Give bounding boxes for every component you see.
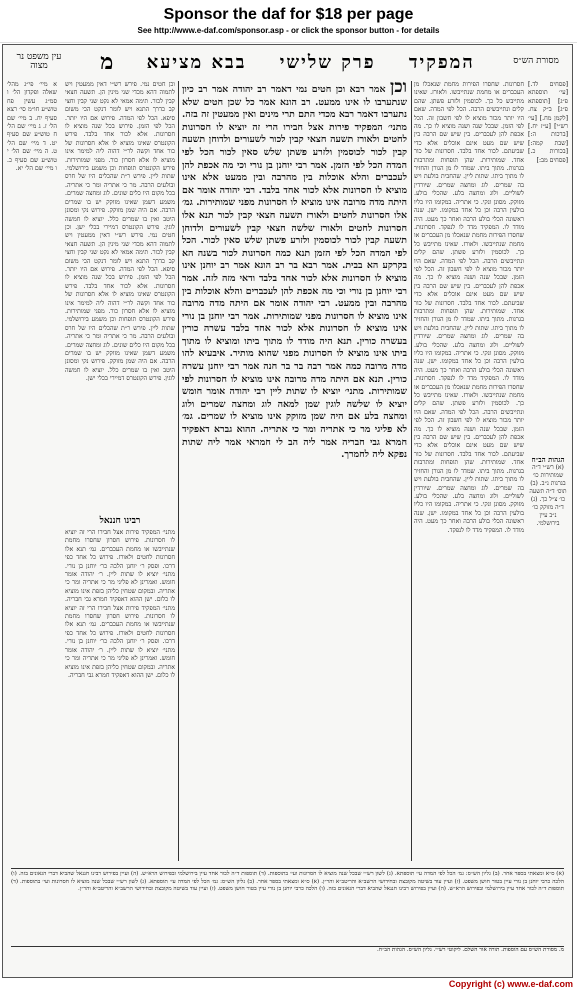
sponsor-banner-subtitle: See http://www.e-daf.com/sponsor.asp - or click the sponsor button - for details: [137, 26, 440, 35]
rabbeinu-chananel-text: מתני׳ המפקיד פירות אצל חבירו הרי זה יוציא לו חסרונות. פירוש חסרון שחסרו מחמת שנתייבשו או מחמת העכברים. גמ׳ תנא אלו חסרונות לחטים ולאורז. פירוש כל אחד כפי דרכו. ופסק ר׳ יוחנן הלכה כר׳ יוחנן בן נורי. מתני׳ יוציא לו שתות ליין. ר׳ יהודה אומר חומש. ואמרינן לא פליגי מר כי אתריה ומר כי אתריה. ובמקום שטחין כליהן בזפת אינו מוציא לו כלום. ישן ההוא דאפקיד חמרא גבי חבריה.: [65, 529, 175, 604]
sponsor-banner-title[interactable]: Sponsor the daf for $18 per page: [163, 6, 414, 23]
rashi-text-cont: חסרונות. שחסרו הפירות מחמת שנאכלו מן העכברים או מחמת שנתייבשו. ולאורז. שאינו מתייבש כל כך. לכוסמין ולזרע פשתן. שהם קלים ונתייבשים הרבה. הכל לפי המדה. שאם היו יותר מכור מוציא לו לפי חשבון זה. הכל לפי הזמן. שבכל שנה ושנה מוציא לו כך. מה אכפת להן לעכברים. בין שיש שם הרבה בין שיש שם מעט אינם אוכלים אלא כדי שביעתם. לכור אחד בלבד. חסרונות של כור אחד. שמותירות. שהן תופחות ומתרבות בגרנות. מתוך ביתו. שמדד לו מן הגורן והחזיר לו מתוך ביתו. שתות ליין. שהחבית בולעת ויש בה שמרים. לוג ומחצה שמרים. שיורדין לשוליים. ולוג ומחצה בלע. שהכלי בולע. מזוקק. מסונן ונקי. כי אתריה. במקומו היו כליו בולעין הרבה וכן כל אחד במקומו. ישן. שנה ראשונה הכלי בולע הרבה ואחר כך מעט. היה מודד לו. המפקיד מדד לו לנפקד.: [414, 223, 524, 383]
tosafot-text-cont: וכן חטים נמי. פירש רש״י דאין ממעטין ויש לתמוה דהא מכדי שני מינין הן. תשעה חצאי קבין לכור. תימה אמאי לא נקט שני קבין וחצי קב כדרך התנא ויש לומר דנקט הכי משום סיפא. הכל לפי המדה. פירוש אם היו יותר. הכל לפי הזמן. פירוש בכל שנה מוציא לו חסרונות. אלא לכור אחד בלבד. פירש הקונטרס שאינו מוציא לו אלא חסרונות של כור אחד וקשה לר״י דהוה ליה למימר אינו מוציא לו אלא חסרון כור. מפני שמותירות. פירש הקונטרס תופחות וכן משמע בירושלמי. שתות ליין. פירש ר״ת שהכלים היו של חרס ובולעים הרבה. מר כי אתריה ומר כי אתריה. בכל מקום היו כלים שונים. לוג ומחצה שמרים. משמע דשמן שאינו מזוקק יש בו שמרים הרבה. אם היה שמן מזוקק. פירוש נקי ומסונן היטב ואין בו שמרים כלל. יוציא לו חמשה לוגין. פירש הקונטרס דמיירי בכלי ישן.: [65, 223, 175, 383]
talmud-page: [2, 44, 573, 978]
hagahot-text: (א) רש״י ד״ה שמותירות כו׳ בגרנות נ״ב. (ב) תוס׳ ד״ה תשעה כו׳ צ״ל כך. (ג) ד״ה מזוקק כו׳ נ״ב עיין בירושלמי.: [529, 464, 567, 527]
left-reference-label: עין משפט נר מצוה: [16, 51, 62, 71]
copyright-link[interactable]: Copyright (c) www.e-daf.com: [448, 979, 573, 989]
rashi-text: חסרונות. שחסרו הפירות מחמת שנאכלו מן העכברים או מחמת שנתייבשו. ולאורז. שאינו מתייבש כל כך. לכוסמין ולזרע פשתן. שהם קלים ונתייבשים הרבה. הכל לפי המדה. שאם היו יותר מכור מוציא לו לפי חשבון זה. הכל לפי הזמן. שבכל שנה ושנה מוציא לו כך. מה אכפת להן לעכברים. בין שיש שם הרבה בין שיש שם מעט אינם אוכלים אלא כדי שביעתם. לכור אחד בלבד. חסרונות של כור אחד. שמותירות. שהן תופחות ומתרבות בגרנות. מתוך ביתו. שמדד לו מן הגורן והחזיר לו מתוך ביתו. שתות ליין. שהחבית בולעת ויש בה שמרים. לוג ומחצה שמרים. שיורדין לשוליים. ולוג ומחצה בלע. שהכלי בולע. מזוקק. מסונן ונקי. כי אתריה. במקומו היו כליו בולעין הרבה וכן כל אחד במקומו. ישן. שנה ראשונה הכלי בולע הרבה ואחר כך מעט. היה מודד לו. המפקיד מדד לו לנפקד.: [414, 81, 524, 231]
gemara-opening-word: וכן: [390, 81, 407, 97]
gemara-main-text: [182, 81, 407, 861]
sponsor-banner[interactable]: [0, 0, 577, 43]
chapter-name: המפקיד: [408, 51, 475, 73]
tosafot-text: וכן חטים נמי. פירש רש״י דאין ממעטין ויש לתמוה דהא מכדי שני מינין הן. תשעה חצאי קבין לכור. תימה אמאי לא נקט שני קבין וחצי קב כדרך התנא ויש לומר דנקט הכי משום סיפא. הכל לפי המדה. פירוש אם היו יותר. הכל לפי הזמן. פירוש בכל שנה מוציא לו חסרונות. אלא לכור אחד בלבד. פירש הקונטרס שאינו מוציא לו אלא חסרונות של כור אחד וקשה לר״י דהוה ליה למימר אינו מוציא לו אלא חסרון כור. מפני שמותירות. פירש הקונטרס תופחות וכן משמע בירושלמי. שתות ליין. פירש ר״ת שהכלים היו של חרס ובולעים הרבה. מר כי אתריה ומר כי אתריה. בכל מקום היו כלים שונים. לוג ומחצה שמרים. משמע דשמן שאינו מזוקק יש בו שמרים הרבה. אם היה שמן מזוקק. פירוש נקי ומסונן היטב ואין בו שמרים כלל. יוציא לו חמשה לוגין. פירש הקונטרס דמיירי בכלי ישן.: [65, 81, 175, 231]
rabbeinu-chananel-title: רבינו חננאל: [99, 516, 141, 526]
gemara-text: אמר רבא וכן חטים נמי דאמר רב יהודה אמר רב כיון שנתערבו לו אינו ממעט. רב הונא אמר כל שכן חטים שלא נתערבו דאמר רבא מכדי התם תרי מינים ואין ממעטין זה בזה. מתני׳ המפקיד פירות אצל חבירו הרי זה יוציא לו חסרונות לחטים ולאורז תשעה חצאי קבין לכור לשעורים ולדוחן תשעה קבין לכור לכוסמין ולזרע פשתן שלש סאין לכור הכל לפי המדה הכל לפי הזמן. אמר רבי יוחנן בן נורי וכי מה אכפת להן לעכברים והלא אוכלות בין מהרבה ובין ממעט אלא אינו מוציא לו חסרונות אלא לכור אחד בלבד. רבי יהודה אומר אם היתה מדה מרובה אינו מוציא לו חסרונות מפני שמותירות. גמ׳ אלו חסרונות לחטים ולאורז תשעה חצאי קבין לכור תנא אלו חסרונות לחטים ולאורז שלשה חצאי קבין לשעורים ולדוחן תשעה קבין לכור לכוסמין ולזרע פשתן שלש סאין לכור. הכל לפי המדה הכל לפי הזמן תנא כמה חסרונות לכור בשנה הא בקרקע הא בבית. אמר רבא בר רב הונא אמר רב יוחנן אינו מוציא לו חסרונות אלא לכור אחד בלבד ודאי מזה לזה. אמר רבי יוחנן בן נורי וכי מה אכפת להן לעכברים והלא אוכלות בין מהרבה ובין ממעט. רבי יהודה אומר אם היתה מדה מרובה אינו מוציא לו חסרונות מפני שמותירות. אמר רבי יוחנן בן נורי אינו מוציא לו חסרונות אלא לכור אחד בלבד עשרה כורין בעשרה כורין. תנא היה מודד לו מתוך ביתו ומוציא לו מתוך ביתו אינו מוציא לו חסרונות מפני שהוא מותיר. איבעיא להו מדה מרובה כמה אמר רבה בר בר חנה אמר רבי יוחנן עשרה כורין. תנא אם היתה מדה מרובה אינו מוציא לו חסרונות לפי שמותירות. מתני׳ יוציא לו שתות ליין רבי יהודה אומר חומש יוציא לו שלשה לוגין שמן למאה לוג ומחצה שמרים ולוג ומחצה בלע אם היה שמן מזוקק אינו מוציא לו שמרים. גמ׳ לא פליגי מר כי אתריה ומר כי אתריה. ההוא גברא דאפקיד חמרא גבי חבריה אמר ליה הב לי חמראי אמר ליה שתות נפקא ליה לחמרך.: [182, 84, 407, 461]
column-divider-left: [178, 81, 179, 861]
rashi-commentary: [414, 81, 524, 861]
chapter-number: פרק שלישי: [279, 51, 376, 73]
page-header: [11, 49, 564, 75]
bottom-notes-strip: [11, 946, 564, 971]
hagahot-section: [528, 455, 568, 545]
tosafot-commentary: [65, 81, 175, 511]
rabbeinu-chananel-text-cont: מתני׳ המפקיד פירות אצל חבירו הרי זה יוציא לו חסרונות. פירוש חסרון שחסרו מחמת שנתייבשו או מחמת העכברים. גמ׳ תנא אלו חסרונות לחטים ולאורז. פירוש כל אחד כפי דרכו. ופסק ר׳ יוחנן הלכה כר׳ יוחנן בן נורי. מתני׳ יוציא לו שתות ליין. ר׳ יהודה אומר חומש. ואמרינן לא פליגי מר כי אתריה ומר כי אתריה. ובמקום שטחין כליהן בזפת אינו מוציא לו כלום. ישן ההוא דאפקיד חמרא גבי חבריה.: [65, 604, 175, 679]
hagahot-title: הגהות הב״ח: [531, 455, 565, 464]
bottom-notes-text: מ. מסורת הש״ס עם הוספות. תורה אור השלם. ליקוטי רש״י. גליון הש״ס. הגהות הב״ח.: [377, 947, 564, 953]
column-divider-right: [411, 81, 412, 861]
page-number: מ: [100, 49, 114, 75]
right-reference-label: מסורת הש״ס: [513, 56, 559, 67]
footnotes-section: [11, 868, 564, 943]
right-margin-text: [פסחים לד.] [עי׳ תוספתא פ״ג] [תוספתא פ״ג] ב״ק צח. [לקמן מח.] [עי׳ רש״י] [ע״ז יח.] [ברכות ה:] [שבת קמה:] [בכורות כ.] [פסחים מב:]: [528, 81, 568, 164]
footnotes-text-cont: (א) ס״א ומצאתי בספר אחר. (ב) גליון הש״ס: גמ׳ הכל לפי המדה עי׳ תוספתא. (ג) לשון רש״י שבכל שנה מוציא לו חסרונות ועי׳ בתוספות. (ד) תוספות ד״ה לכור אחד עיין בירושלמי ובפירוש הרא״ש. (ה) ועיין בפירוש רבינו חננאל שהביא דברי הגאונים בזה. (ו) הלכה כרבי יוחנן בן נורי עיין בטור חושן משפט. (ז) ועיין עוד בשיטה מקובצת ובחידושי הרשב״א והריטב״א והר״ן.: [11, 878, 564, 893]
rashi-text-cont2: חסרונות. שחסרו הפירות מחמת שנאכלו מן העכברים או מחמת שנתייבשו. ולאורז. שאינו מתייבש כל כך. לכוסמין ולזרע פשתן. שהם קלים ונתייבשים הרבה. הכל לפי המדה. שאם היו יותר מכור מוציא לו לפי חשבון זה. הכל לפי הזמן. שבכל שנה ושנה מוציא לו כך. מה אכפת להן לעכברים. בין שיש שם הרבה בין שיש שם מעט אינם אוכלים אלא כדי שביעתם. לכור אחד בלבד. חסרונות של כור אחד. שמותירות. שהן תופחות ומתרבות בגרנות. מתוך ביתו. שמדד לו מן הגורן והחזיר לו מתוך ביתו. שתות ליין. שהחבית בולעת ויש בה שמרים. לוג ומחצה שמרים. שיורדין לשוליים. ולוג ומחצה בלע. שהכלי בולע. מזוקק. מסונן ונקי. כי אתריה. במקומו היו כליו בולעין הרבה וכן כל אחד במקומו. ישן. שנה ראשונה הכלי בולע הרבה ואחר כך מעט. היה מודד לו. המפקיד מדד לו לנפקד.: [414, 375, 524, 534]
ein-mishpat-text: א מיי׳ פי״ג מהל׳ שאלה ופקדון הל׳ ו סמ״ג עשין פח טוש״ע חו״מ סי׳ רצא סעיף יח. ב מיי׳ שם הל׳ ז. ג מיי׳ שם הל׳ ח טוש״ע שם סעיף יט. ד מיי׳ שם הל׳ ט. ה מיי׳ שם הל׳ י טוש״ע שם סעיף כ. ו מיי׳ שם הל׳ יא.: [7, 81, 57, 173]
footnotes-text: (א) ס״א ומצאתי בספר אחר. (ב) גליון הש״ס: גמ׳ הכל לפי המדה עי׳ תוספתא. (ג) לשון רש״י שבכל שנה מוציא לו חסרונות ועי׳ בתוספות. (ד) תוספות ד״ה לכור אחד עיין בירושלמי ובפירוש הרא״ש. (ה) ועיין בפירוש רבינו חננאל שהביא דברי הגאונים בזה. (ו) הלכה כרבי יוחנן בן נורי עיין בטור חושן משפט. (ז) ועיין עוד בשיטה מקובצת ובחידושי הרשב״א והריטב״א והר״ן.: [11, 871, 564, 885]
rabbeinu-chananel-commentary: [65, 529, 175, 861]
ein-mishpat-margin: [7, 81, 57, 511]
tractate-name: בבא מציעא: [146, 51, 247, 73]
